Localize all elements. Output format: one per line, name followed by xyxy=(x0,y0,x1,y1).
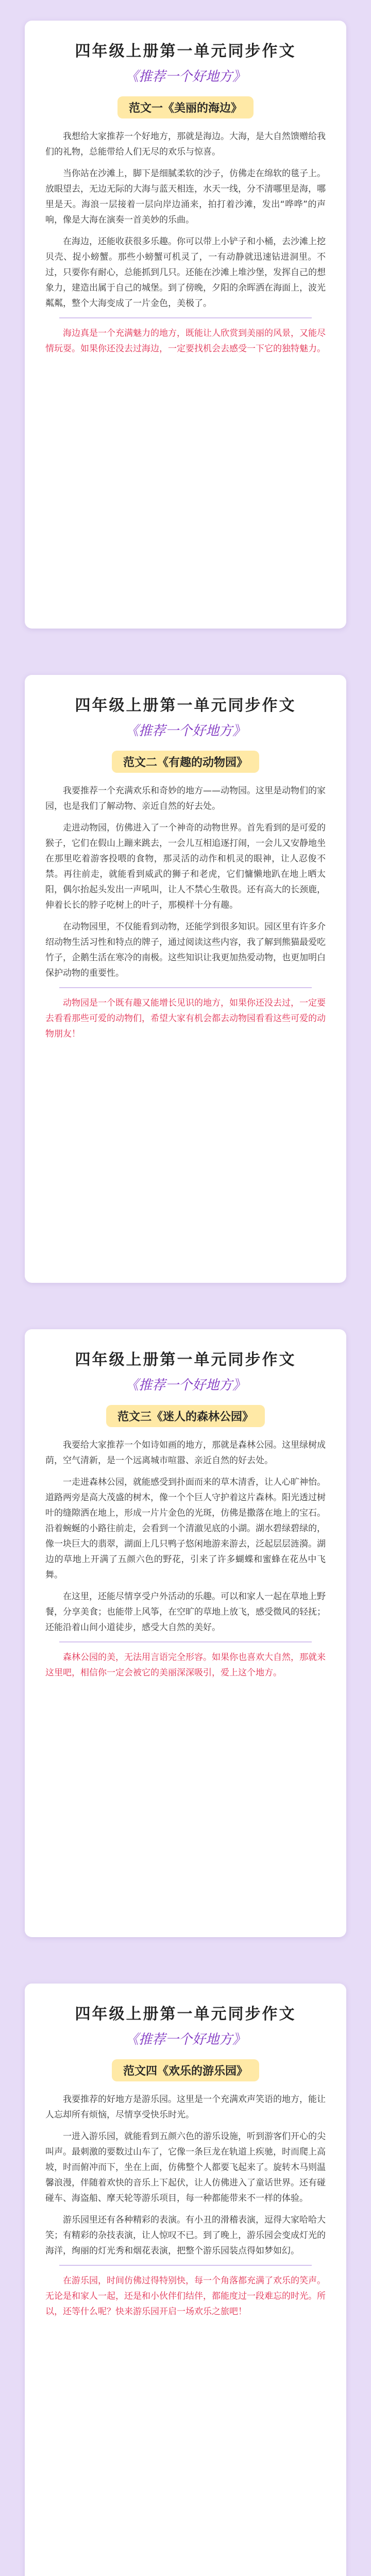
card-header: 四年级上册第一单元同步作文 xyxy=(75,42,296,60)
card-subtitle: 《推荐一个好地方》 xyxy=(125,69,246,84)
essay-highlight: 森林公园的美，无法用言语完全形容。如果你也喜欢大自然，那就来这里吧，相信你一定会被它的美丽深深吸引，爱上这个地方。 xyxy=(45,1652,326,1678)
essay-paragraph: 在海边，还能收获很多乐趣。你可以带上小铲子和小桶，去沙滩上挖贝壳、捉小螃蟹。那些小螃蟹可机灵了，一有动静就迅速钻进洞里。不过，只要你有耐心，总能抓到几只。还能在沙滩上堆沙堡，发挥自己的想象力，建造出属于自己的城堡。到了傍晚，夕阳的余晖洒在海面上，波光粼粼，整个大海变成了一片金色，美极了。 xyxy=(45,236,326,309)
essay-paragraph: 当你站在沙滩上，脚下是细腻柔软的沙子，仿佛走在绵软的毯子上。放眼望去，无边无际的大海与蓝天相连，水天一线，分不清哪里是海，哪里是天。海浪一层接着一层向岸边涌来，拍打着沙滩，发出“哗哗”的声响，像是大海在演奏一首美妙的乐曲。 xyxy=(45,168,326,225)
essay-paragraph: 我想给大家推荐一个好地方，那就是海边。大海，是大自然馈赠给我们的礼物，总能带给人们无尽的欢乐与惊喜。 xyxy=(45,131,326,157)
essay-paragraph: 一进入游乐园，就能看到五颜六色的游乐设施，听到游客们开心的尖叫声。最刺激的要数过山车了，它像一条巨龙在轨道上疾驰，时而爬上高坡，时而俯冲而下，坐在上面，仿佛整个人都要飞起来了。旋转木马则温馨浪漫，伴随着欢快的音乐上下起伏，让人仿佛进入了童话世界。还有碰碰车、海盗船、摩天轮等游乐项目，每一种都能带来不一样的体验。 xyxy=(45,2131,326,2204)
essay-paragraph: 我要给大家推荐一个如诗如画的地方，那就是森林公园。这里绿树成荫，空气清新，是一个远离城市喧嚣、亲近自然的好去处。 xyxy=(45,1440,326,1466)
essay-paragraph: 游乐园里还有各种精彩的表演。有小丑的滑稽表演，逗得大家哈哈大笑；有精彩的杂技表演，让人惊叹不已。到了晚上，游乐园会变成灯光的海洋，绚丽的灯光秀和烟花表演，把整个游乐园装点得如梦如幻。 xyxy=(45,2215,326,2256)
essay-tag: 范文三《迷人的森林公园》 xyxy=(106,1405,265,1427)
card-subtitle: 《推荐一个好地方》 xyxy=(125,723,246,739)
essay-paragraph: 我要推荐一个充满欢乐和奇妙的地方——动物园。这里是动物们的家园，也是我们了解动物、亲近自然的好去处。 xyxy=(45,786,326,811)
essay-highlight: 海边真是一个充满魅力的地方，既能让人欣赏到美丽的风景，又能尽情玩耍。如果你还没去过海边，一定要找机会去感受一下它的独特魅力。 xyxy=(45,328,326,354)
essay-tag: 范文一《美丽的海边》 xyxy=(117,96,254,118)
essay-paragraph: 我要推荐的好地方是游乐园。这里是一个充满欢声笑语的地方，能让人忘却所有烦恼，尽情享受快乐时光。 xyxy=(45,2094,326,2120)
essay-highlight: 在游乐园，时间仿佛过得特别快，每一个角落都充满了欢乐的笑声。无论是和家人一起，还是和小伙伴们结伴，都能度过一段难忘的时光。所以，还等什么呢？快来游乐园开启一场欢乐之旅吧！ xyxy=(45,2276,326,2317)
card-subtitle: 《推荐一个好地方》 xyxy=(125,1378,246,1393)
essay-paragraph: 一走进森林公园，就能感受到扑面而来的草木清香，让人心旷神怡。道路两旁是高大茂盛的树木，像一个个巨人守护着这片森林。阳光透过树叶的缝隙洒在地上，形成一片片金色的光斑，仿佛是撒落在地上的宝石。沿着蜿蜒的小路往前走，会看到一个清澈见底的小湖。湖水碧绿碧绿的，像一块巨大的翡翠，湖面上几只鸭子悠闲地游来游去，泛起层层涟漪。湖边的草地上开满了五颜六色的野花，引来了许多蝴蝶和蜜蜂在花丛中飞舞。 xyxy=(45,1477,326,1580)
essay-paragraph: 走进动物园，仿佛进入了一个神奇的动物世界。首先看到的是可爱的猴子，它们在假山上蹦来跳去，一会儿互相追逐打闹，一会儿又安静地坐在那里吃着游客投喂的食物，那灵活的动作和机灵的眼神，让人忍俊不禁。再往前走，就能看到威武的狮子和老虎，它们慵懒地趴在地上晒太阳，偶尔抬起头发出一声吼叫，让人不禁心生敬畏。还有高大的长颈鹿，伸着长长的脖子吃树上的叶子，那模样十分有趣。 xyxy=(45,823,326,910)
card-subtitle: 《推荐一个好地方》 xyxy=(125,2032,246,2047)
essay-paragraph: 在动物园里，不仅能看到动物，还能学到很多知识。园区里有许多介绍动物生活习性和特点的牌子，通过阅读这些内容，我了解到熊猫最爱吃竹子，企鹅生活在寒冷的南极。这些知识让我更加热爱动物，也更加明白保护动物的重要性。 xyxy=(45,922,326,978)
divider xyxy=(59,1641,312,1642)
card-header: 四年级上册第一单元同步作文 xyxy=(75,2005,296,2023)
card-header: 四年级上册第一单元同步作文 xyxy=(75,1351,296,1369)
essay-card-3 xyxy=(25,1329,346,1937)
essay-tag: 范文四《欢乐的游乐园》 xyxy=(112,2059,259,2081)
card-header: 四年级上册第一单元同步作文 xyxy=(75,697,296,715)
divider xyxy=(59,317,312,318)
essay-card-2 xyxy=(25,675,346,1283)
divider xyxy=(59,2265,312,2266)
essay-tag: 范文二《有趣的动物园》 xyxy=(112,751,259,773)
divider xyxy=(59,987,312,988)
essay-card-1 xyxy=(25,21,346,629)
essay-highlight: 动物园是一个既有趣又能增长见识的地方，如果你还没去过，一定要去看看那些可爱的动物们，希望大家有机会都去动物园看看这些可爱的动物朋友！ xyxy=(45,998,326,1039)
essay-paragraph: 在这里，还能尽情享受户外活动的乐趣。可以和家人一起在草地上野餐，分享美食；也能带上风筝，在空旷的草地上放飞，感受微风的轻抚；还能沿着山间小道徒步，感受大自然的美好。 xyxy=(45,1591,326,1633)
essay-card-4 xyxy=(25,1984,346,2576)
